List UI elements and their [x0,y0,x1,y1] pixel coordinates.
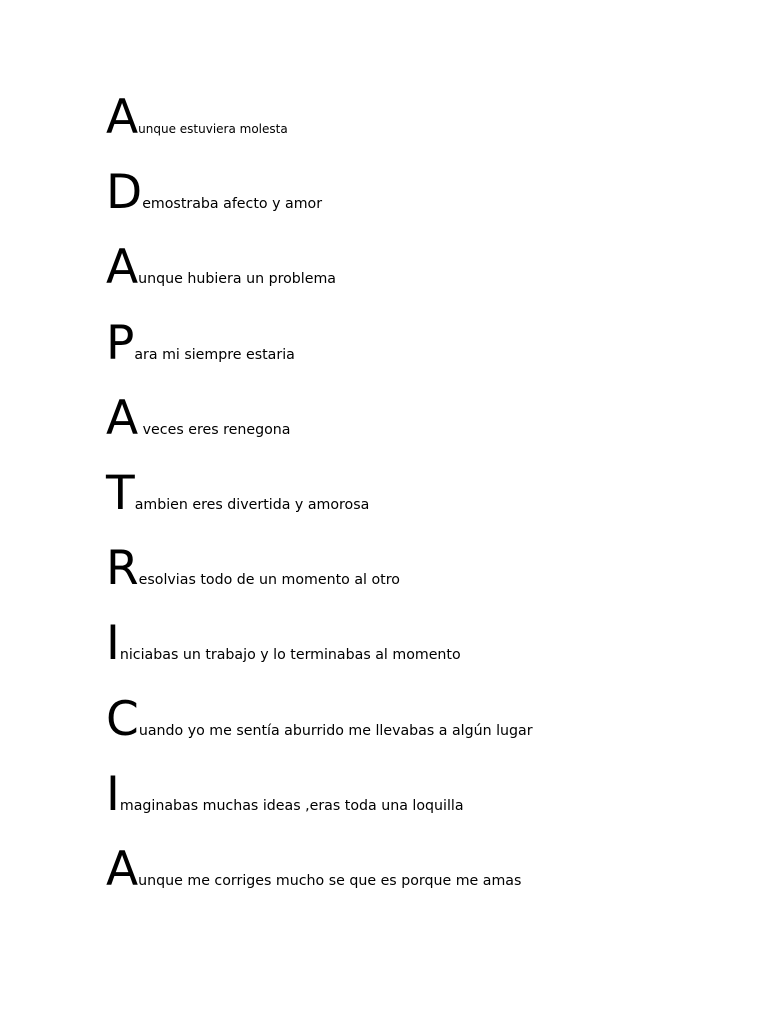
poem-line [106,766,746,846]
poem-line [106,165,746,244]
poem-line [106,240,746,319]
initial-letter: A [106,841,139,897]
initial-letter: A [106,90,139,145]
line-text: veces eres renegona [138,421,291,438]
initial-letter: A [106,240,139,296]
initial-letter: I [106,766,120,822]
line-text: uando yo me sentía aburrido me llevabas a algún lugar [138,722,533,739]
initial-letter: A [106,390,139,446]
poem-line [106,465,746,545]
line-text: ara mi siempre estaria [134,346,295,363]
line-text: maginabas muchas ideas ,eras toda una loquilla [119,797,464,814]
poem-line [106,390,746,470]
line-text: unque estuviera molesta [138,122,288,136]
line-text: unque me corriges mucho se que es porque me amas [138,872,522,889]
poem-line [106,691,746,771]
initial-letter: C [106,691,139,747]
line-text: ambien eres divertida y amorosa [134,496,370,513]
poem-line [106,90,746,169]
acrostic-poem [106,90,746,921]
line-text: unque hubiera un problema [138,271,336,288]
poem-line [106,841,746,921]
poem-line [106,616,746,695]
initial-letter: R [106,541,139,597]
poem-line [106,541,746,620]
line-text: niciabas un trabajo y lo terminabas al momento [119,647,461,664]
line-text: esolvias todo de un momento al otro [138,572,400,589]
initial-letter: I [106,616,120,672]
poem-line [106,315,746,395]
initial-letter: T [106,465,135,521]
line-text: emostraba afecto y amor [142,196,323,213]
initial-letter: P [106,315,135,371]
initial-letter: D [106,165,143,221]
